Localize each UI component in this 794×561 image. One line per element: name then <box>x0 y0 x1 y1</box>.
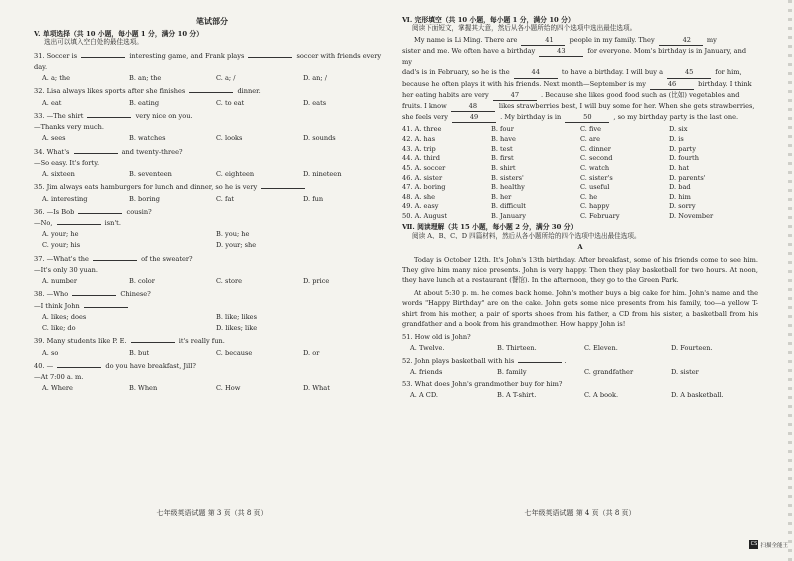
question-stem <box>34 87 390 95</box>
passage-label: A <box>577 243 583 252</box>
question-text: cousin? <box>124 207 152 216</box>
mcq-list <box>34 52 390 393</box>
mcq-question <box>34 208 390 250</box>
question-line <box>34 302 390 310</box>
options-row <box>402 368 758 376</box>
option: 42. A. has <box>402 135 436 144</box>
cloze-text: likes strawberries best, I will buy some for her. When she gets strawberries, <box>496 102 755 111</box>
option: C. fat <box>216 194 235 203</box>
option: A. A CD. <box>410 391 439 400</box>
option: C. he <box>580 192 598 201</box>
question-stem <box>34 255 390 263</box>
left-footer: 七年级英语试题 第 3 页（共 8 页） <box>156 509 268 518</box>
section-title: 笔试部分 <box>196 16 228 26</box>
option: D. Fourteen. <box>671 344 713 353</box>
question-text: — <box>46 361 56 370</box>
option: 41. A. three <box>402 125 442 134</box>
question-text: day. <box>34 62 48 71</box>
question-text: Soccer is <box>46 51 80 60</box>
question-number: 31. <box>34 51 47 60</box>
option: A. eat <box>42 98 62 107</box>
options-row <box>34 349 390 357</box>
option: D. fourth <box>669 154 699 163</box>
mcq-question <box>34 290 390 332</box>
question-text: 53. What does John's grandmother buy for him? <box>402 380 563 388</box>
question-text: Lisa always likes sports after she finishes <box>46 87 188 96</box>
answer-blank <box>74 153 118 154</box>
option: D. price <box>303 277 330 286</box>
option: D. an; / <box>303 74 327 83</box>
question-text: 52. John plays basketball with his <box>402 356 517 365</box>
option: B. like; likes <box>216 312 257 321</box>
option: D. or <box>303 348 320 357</box>
question-text: . <box>564 356 567 365</box>
option: A. number <box>42 277 77 286</box>
option: C. watch <box>580 163 610 172</box>
option: A. so <box>42 348 59 357</box>
cloze-text: people in my family. They <box>567 35 657 44</box>
cloze-option-row <box>402 164 758 172</box>
cloze-option-row <box>402 193 758 201</box>
option: B. her <box>491 192 512 201</box>
question-text: What's <box>46 147 72 156</box>
cloze-text: for everyone. Mom's birthday is in January, and my <box>402 46 747 67</box>
option: B. seventeen <box>129 170 172 179</box>
cloze-blank: 41 <box>521 35 565 46</box>
part2-instruction: 阅读下面短文，掌握其大意，然后从各小题所给的四个选项中选出最佳选项。 <box>412 24 637 33</box>
option: A. sees <box>42 134 66 143</box>
passage-paragraph-2: At about 5:30 p. m. he comes back home. John's mother buys a big cake for him. John's name and the words "Happy Birthday" are on the cake. John gets some nice presents from his family, too—a yellow T-shirt from his mother, a pair of sports shoes from his father, a CD from his sister, a basketball from his grandfather and a book from his grandmother. How happy John is! <box>402 289 758 328</box>
question-line <box>34 266 390 274</box>
question-text: dinner. <box>235 87 261 96</box>
question-number: 37. <box>34 254 47 263</box>
question-number: 38. <box>34 290 47 299</box>
cloze-line <box>402 79 758 90</box>
cloze-text: . My birthday is in <box>498 113 564 122</box>
cloze-text: . Because she likes good food such as (比如) vegetables and <box>538 90 740 99</box>
answer-blank <box>189 92 233 93</box>
option: 46. A. sister <box>402 173 443 182</box>
question-line <box>34 123 390 131</box>
option: D. sounds <box>303 134 336 143</box>
passage-paragraph-1: Today is October 12th. It's John's 13th birthday. After breakfast, some of his friends come to see him. They give him many nice presents. John is very happy. Then they play basketball for two hours. At noon, they have lunch at a restaurant (餐馆). In the afternoon, they go to the Green Park. <box>402 255 758 284</box>
question-stem <box>34 290 390 298</box>
option: C. dinner <box>580 144 611 153</box>
cloze-option-row <box>402 145 758 153</box>
option: C. because <box>216 348 253 357</box>
cloze-text: sister and me. We often have a birthday <box>402 46 538 55</box>
cloze-blank: 42 <box>659 35 703 46</box>
option: D. your; she <box>216 241 257 250</box>
option: D. sister <box>671 367 699 376</box>
options-row <box>402 344 758 352</box>
reading-question <box>402 357 758 376</box>
option: D. November <box>669 212 714 221</box>
option: 47. A. boring <box>402 183 446 192</box>
option: B. watches <box>129 134 166 143</box>
question-text: very nice on you. <box>133 111 193 120</box>
mcq-question <box>34 255 390 286</box>
option: D. eats <box>303 98 327 107</box>
cloze-text: dad's is in February, so he is the <box>402 68 512 77</box>
option: C. looks <box>216 134 243 143</box>
option: A. sixteen <box>42 170 75 179</box>
reading-question <box>402 333 758 352</box>
scan-logo <box>749 540 788 549</box>
option: C. Eleven. <box>584 344 618 353</box>
cloze-blank: 47 <box>493 90 537 101</box>
options-row <box>34 324 390 332</box>
option: A. likes; does <box>42 312 87 321</box>
options-row <box>34 384 390 392</box>
option: A. interesting <box>42 194 88 203</box>
option: A. a; the <box>42 74 71 83</box>
question-text: interesting game, and Frank plays <box>127 51 247 60</box>
question-number: 40. <box>34 361 47 370</box>
mcq-question <box>34 148 390 179</box>
part1-header: V. 单项选择（共 10 小题，每小题 1 分，满分 10 分） <box>34 30 204 38</box>
option: C. sister's <box>580 173 613 182</box>
cloze-blank: 48 <box>451 101 495 112</box>
question-text: —It's only 30 yuan. <box>34 265 99 274</box>
option: 49. A. easy <box>402 202 439 211</box>
option: D. six <box>669 125 688 134</box>
option: C. five <box>580 125 602 134</box>
option: B. test <box>491 144 513 153</box>
question-text: Jim always eats hamburgers for lunch and dinner, so he is very <box>46 183 260 192</box>
question-stem <box>34 183 390 191</box>
question-line <box>34 63 390 71</box>
cloze-option-row <box>402 183 758 191</box>
options-row <box>34 195 390 203</box>
option: A. Twelve. <box>410 344 445 353</box>
question-number: 32. <box>34 87 47 96</box>
reading-questions <box>402 333 758 399</box>
option: 45. A. soccer <box>402 163 446 172</box>
option: D. party <box>669 144 696 153</box>
option: C. A book. <box>584 391 619 400</box>
mcq-question <box>34 362 390 393</box>
option: 48. A. she <box>402 192 436 201</box>
answer-blank <box>131 342 175 343</box>
option: C. your; his <box>42 241 81 250</box>
question-stem <box>34 362 390 370</box>
option: C. eighteen <box>216 170 255 179</box>
option: B. but <box>129 348 150 357</box>
part2-header: Ⅵ. 完形填空（共 10 小题，每小题 1 分，满分 10 分） <box>402 16 575 24</box>
answer-blank <box>57 224 101 225</box>
question-line <box>34 159 390 167</box>
mcq-question <box>34 337 390 356</box>
cloze-blank: 44 <box>514 67 558 78</box>
question-text: and twenty-three? <box>119 147 183 156</box>
option: D. is <box>669 135 684 144</box>
question-text: —The shirt <box>46 111 86 120</box>
right-page <box>402 16 758 516</box>
options-row <box>34 134 390 142</box>
options-row <box>34 230 390 238</box>
question-text: —No, <box>34 219 55 227</box>
option: B. Thirteen. <box>497 344 537 353</box>
option: C. store <box>216 277 243 286</box>
cloze-line <box>402 67 758 78</box>
answer-blank <box>87 117 131 118</box>
option: D. bad <box>669 183 691 192</box>
options-row <box>402 391 758 399</box>
options-row <box>34 277 390 285</box>
cloze-blank: 45 <box>667 67 711 78</box>
question-stem <box>34 52 390 60</box>
cloze-line <box>402 112 758 123</box>
option: A. your; he <box>42 230 79 239</box>
cloze-line <box>402 35 758 46</box>
option: B. family <box>497 367 527 376</box>
scan-logo-text: 扫描全能王 <box>760 542 788 549</box>
question-number: 35. <box>34 183 47 192</box>
question-text: Many students like P. E. <box>46 337 129 346</box>
question-text: 51. How old is John? <box>402 333 471 342</box>
question-text: —So easy. It's forty. <box>34 158 100 167</box>
answer-blank <box>261 188 305 189</box>
options-row <box>34 170 390 178</box>
option: C. February <box>580 212 620 221</box>
option: B. an; the <box>129 74 162 83</box>
option: 44. A. third <box>402 154 440 163</box>
part3-header: Ⅶ. 阅读理解（共 15 小题，每小题 2 分，满分 30 分） <box>402 223 578 232</box>
option: C. How <box>216 384 241 393</box>
option: B. difficult <box>491 202 526 211</box>
cloze-line <box>402 90 758 101</box>
option: B. first <box>491 154 514 163</box>
cloze-blank: 43 <box>539 46 583 57</box>
option: C. to eat <box>216 98 245 107</box>
option: A. friends <box>410 367 443 376</box>
cloze-option-row <box>402 212 758 220</box>
option: D. hat <box>669 163 690 172</box>
answer-blank <box>57 367 101 368</box>
option: B. boring <box>129 194 160 203</box>
question-line <box>34 219 390 227</box>
question-text: isn't. <box>102 219 121 227</box>
question-text: of the sweater? <box>138 254 193 263</box>
options-row <box>34 74 390 82</box>
cloze-text: to have a birthday. I will buy a <box>559 68 666 77</box>
option: B. have <box>491 135 516 144</box>
answer-blank <box>72 295 116 296</box>
question-stem <box>34 112 390 120</box>
cloze-text: her eating habits are very <box>402 90 491 99</box>
option: C. second <box>580 154 613 163</box>
cloze-passage <box>402 35 758 124</box>
option: 43. A. trip <box>402 144 436 153</box>
option: C. happy <box>580 202 610 211</box>
question-text: Chinese? <box>118 290 151 299</box>
option: B. January <box>491 212 526 221</box>
cloze-text: for him, <box>713 68 742 77</box>
options-row <box>34 241 390 249</box>
question-text: do you have breakfast, Jill? <box>103 361 196 370</box>
option: C. grandfather <box>584 367 634 376</box>
option: D. A basketball. <box>671 391 724 400</box>
scanner-logo-icon: CS <box>750 541 758 547</box>
question-text: —I think John <box>34 301 82 310</box>
option: C. like; do <box>42 324 76 333</box>
question-stem <box>34 208 390 216</box>
option: C. a; / <box>216 74 236 83</box>
option: B. four <box>491 125 514 134</box>
option: A. Where <box>42 384 73 393</box>
question-text: —Thanks very much. <box>34 123 105 132</box>
cloze-option-row <box>402 154 758 162</box>
answer-blank <box>518 362 562 363</box>
option: D. fun <box>303 194 324 203</box>
cloze-option-row <box>402 174 758 182</box>
answer-blank <box>78 213 122 214</box>
question-text: —At 7:00 a. m. <box>34 373 84 382</box>
option: B. eating <box>129 98 160 107</box>
option: B. A T-shirt. <box>497 391 537 400</box>
option: B. When <box>129 384 158 393</box>
question-text: —What's the <box>46 254 91 263</box>
mcq-question <box>34 87 390 106</box>
cloze-blank: 46 <box>650 79 694 90</box>
cloze-option-row <box>402 125 758 133</box>
options-row <box>34 99 390 107</box>
question-text: soccer with friends every <box>294 51 382 60</box>
cloze-text: my <box>704 35 717 44</box>
answer-blank <box>84 307 128 308</box>
answer-blank <box>248 57 292 58</box>
cloze-line <box>402 101 758 112</box>
option: 50. A. August <box>402 212 448 221</box>
cloze-text: fruits. I know <box>402 102 449 111</box>
cloze-line <box>402 46 758 67</box>
option: B. shirt <box>491 163 516 172</box>
option: D. What <box>303 384 330 393</box>
question-number: 33. <box>34 111 47 120</box>
option: D. him <box>669 192 691 201</box>
question-stem <box>402 357 758 365</box>
cloze-text: My name is Li Ming. There are <box>414 35 520 44</box>
cloze-option-row <box>402 202 758 210</box>
option: D. sorry <box>669 202 696 211</box>
option: B. you; he <box>216 230 250 239</box>
question-number: 36. <box>34 207 47 216</box>
right-footer: 七年级英语试题 第 4 页（共 8 页） <box>524 509 636 518</box>
scan-edge <box>788 0 792 561</box>
cloze-text: birthday. I think <box>696 79 752 88</box>
mcq-question <box>34 183 390 202</box>
question-number: 39. <box>34 337 47 346</box>
option: D. nineteen <box>303 170 342 179</box>
question-line <box>34 373 390 381</box>
question-number: 34. <box>34 147 47 156</box>
question-text: —Who <box>46 290 71 299</box>
cloze-blank: 49 <box>452 112 496 123</box>
question-stem <box>34 148 390 156</box>
question-stem <box>34 337 390 345</box>
cloze-text: she feels very <box>402 113 451 122</box>
reading-question <box>402 380 758 399</box>
option: C. useful <box>580 183 610 192</box>
question-stem <box>402 333 758 341</box>
option: C. are <box>580 135 600 144</box>
question-text: —Is Bob <box>46 207 77 216</box>
option: B. sisters' <box>491 173 524 182</box>
option: B. color <box>129 277 155 286</box>
left-page <box>34 16 390 516</box>
cloze-blank: 50 <box>565 112 609 123</box>
part1-instruction: 选出可以填入空白处的最佳选项。 <box>44 38 143 47</box>
question-text: it's really fun. <box>176 337 225 346</box>
options-row <box>34 313 390 321</box>
question-stem <box>402 380 758 388</box>
mcq-question <box>34 52 390 83</box>
answer-blank <box>93 260 137 261</box>
cloze-options <box>402 125 758 220</box>
cloze-text: , so my birthday party is the last one. <box>611 113 739 122</box>
part3-instruction: 阅读 A、B、C、D 四篇材料，然后从各小题所给的四个选项中选出最佳选项。 <box>412 231 641 240</box>
cloze-option-row <box>402 135 758 143</box>
option: D. likes; like <box>216 324 258 333</box>
option: D. parents' <box>669 173 706 182</box>
mcq-question <box>34 112 390 143</box>
option: B. healthy <box>491 183 525 192</box>
answer-blank <box>81 57 125 58</box>
cloze-text: because he often plays it with his friends. Next month—September is my <box>402 79 649 88</box>
